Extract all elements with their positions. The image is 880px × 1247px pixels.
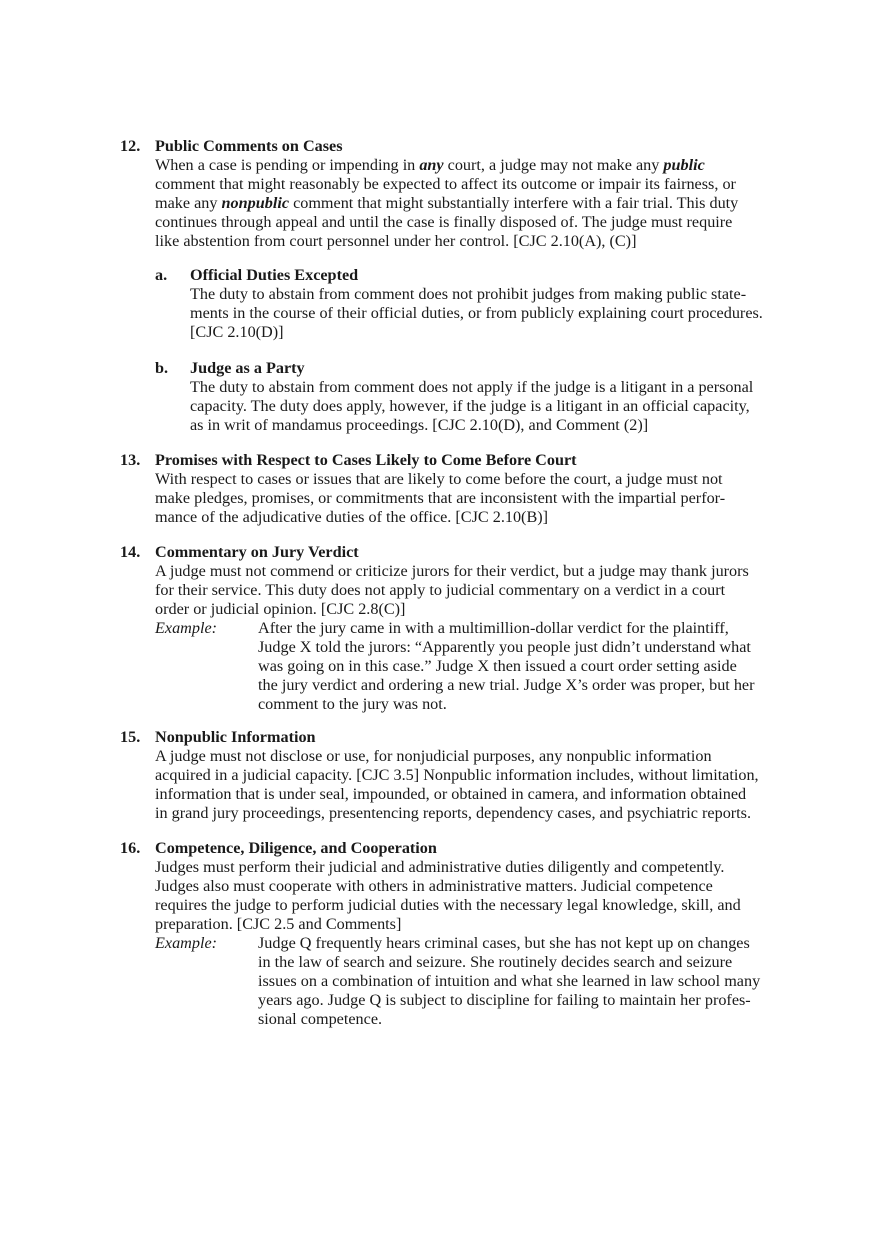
subsection-12a	[155, 266, 800, 342]
section-body: A judge must not commend or criticize jurors for their verdict, but a judge may thank jurors for their service. This duty does not apply to judicial commentary on a verdict in a court order or judicial opinion. [CJC 2.8(C)]	[155, 562, 749, 618]
body-text: comment that might substantially interfere with a fair trial. This duty continues through appeal and until the case is finally disposed of. The judge must require like abstention from court personnel under her control. [CJC 2.10(A), (C)]	[155, 194, 739, 250]
section-body	[155, 156, 800, 251]
subsection-letter: a.	[155, 266, 168, 284]
example-text: Judge Q frequently hears criminal cases, but she has not kept up on changes in the law of search and seizure. She routinely decides search and seizure issues on a combination of intuition and what she learned in law school many years ago. Judge Q is subject to discipline for failing to maintain her profes- sional competence.	[258, 934, 761, 1028]
section-heading: Nonpublic Information	[155, 728, 316, 746]
example-block	[155, 934, 800, 1029]
body-text: court, a judge may not make any	[443, 156, 664, 174]
example-label: Example:	[155, 619, 218, 637]
emphasis-public: public	[663, 156, 705, 174]
body-text: comment that might reasonably be expected to affect its outcome or impair its fairness, or make any	[155, 175, 736, 212]
subsection-12b	[155, 359, 800, 435]
emphasis-nonpublic: nonpublic	[221, 194, 290, 212]
section-16	[120, 839, 800, 1029]
section-heading: Competence, Diligence, and Cooperation	[155, 839, 437, 857]
section-12	[120, 137, 800, 251]
section-heading: Public Comments on Cases	[155, 137, 343, 155]
section-number: 14.	[120, 543, 141, 561]
section-number: 13.	[120, 451, 141, 469]
subsection-body: The duty to abstain from comment does not prohibit judges from making public state- ments in the course of their official duties, or from publicly explaining court procedures. [CJC 2.10(D)]	[190, 285, 763, 341]
example-block	[155, 619, 800, 714]
section-body: Judges must perform their judicial and administrative duties diligently and competently. Judges also must cooperate with others in administrative matters. Judicial competence requires the judge to perform judicial duties with the necessary legal knowledge, skill, and preparation. [CJC 2.5 and Comments]	[155, 858, 741, 933]
subsection-heading: Official Duties Excepted	[190, 266, 359, 284]
section-15	[120, 728, 800, 823]
subsection-letter: b.	[155, 359, 169, 377]
section-body: With respect to cases or issues that are likely to come before the court, a judge must not make pledges, promises, or commitments that are inconsistent with the impartial perfor- mance of the adjudicative duties of the office. [CJC 2.10(B)]	[155, 470, 726, 526]
example-label: Example:	[155, 934, 218, 952]
section-heading: Commentary on Jury Verdict	[155, 543, 359, 561]
section-body: A judge must not disclose or use, for nonjudicial purposes, any nonpublic information acquired in a judicial capacity. [CJC 3.5] Nonpublic information includes, without limitation, information that is under seal, impounded, or obtained in camera, and information obtained in grand jury proceedings, presentencing reports, dependency cases, and psychiatric reports.	[155, 747, 759, 822]
body-text: When a case is pending or impending in	[155, 156, 420, 174]
section-14	[120, 543, 800, 714]
section-number: 15.	[120, 728, 141, 746]
section-number: 16.	[120, 839, 141, 857]
example-text: After the jury came in with a multimillion-dollar verdict for the plaintiff, Judge X told the jurors: “Apparently you people just didn’t understand what was going on in this case.” Judge X then issued a court order setting aside the jury verdict and ordering a new trial. Judge X’s order was proper, but her comment to the jury was not.	[258, 619, 755, 713]
subsection-heading: Judge as a Party	[190, 359, 305, 377]
emphasis-any: any	[419, 156, 444, 174]
section-heading: Promises with Respect to Cases Likely to Come Before Court	[155, 451, 577, 469]
subsection-body: The duty to abstain from comment does not apply if the judge is a litigant in a personal capacity. The duty does apply, however, if the judge is a litigant in an official capacity, as in writ of mandamus proceedings. [CJC 2.10(D), and Comment (2)]	[190, 378, 754, 434]
section-number: 12.	[120, 137, 141, 155]
section-13	[120, 451, 800, 527]
